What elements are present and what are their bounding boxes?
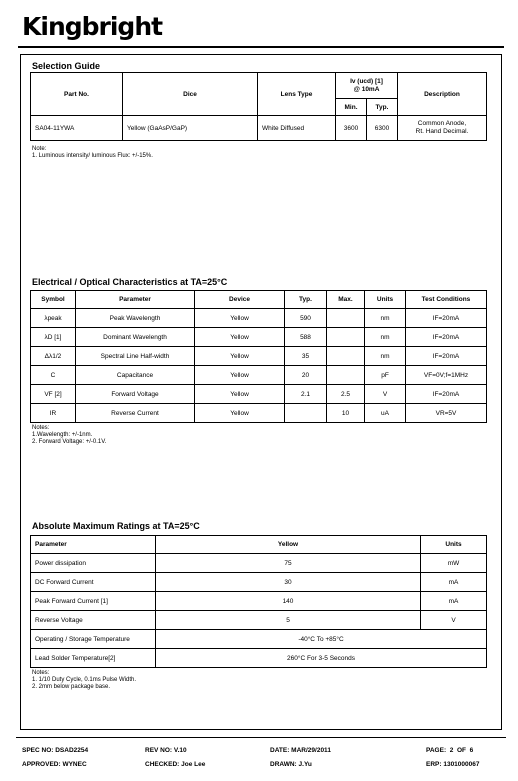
cell-typ: 2.1: [285, 385, 327, 404]
electrical-table: [30, 290, 487, 423]
cell-device: Yellow: [195, 309, 285, 328]
cell-min: 3600: [336, 116, 367, 141]
cell-units: nm: [365, 347, 406, 366]
cell-max: [327, 347, 365, 366]
header-device: Device: [195, 291, 285, 309]
cell-max: [327, 309, 365, 328]
cell-max: [327, 328, 365, 347]
cell-symbol: λpeak: [31, 309, 76, 328]
cell-typ: 588: [285, 328, 327, 347]
cell-condition: IF=20mA: [406, 347, 487, 366]
header-min: Min.: [336, 99, 367, 116]
selection-guide-title: Selection Guide: [32, 61, 101, 71]
header-test-conditions: Test Conditions: [406, 291, 487, 309]
table-row: [31, 404, 487, 423]
cell-value: -40°C To +85°C: [156, 630, 487, 649]
cell-parameter: Dominant Wavelength: [76, 328, 195, 347]
table-row: [31, 554, 487, 573]
table-row: [31, 573, 487, 592]
page-number: PAGE: 2 OF 6: [426, 747, 474, 754]
cell-symbol: VF [2]: [31, 385, 76, 404]
cell-device: Yellow: [195, 328, 285, 347]
cell-typ: 6300: [367, 116, 398, 141]
cell-units: mA: [421, 592, 487, 611]
cell-condition: VR=5V: [406, 404, 487, 423]
table-row: [31, 309, 487, 328]
table-row: [31, 366, 487, 385]
cell-symbol: C: [31, 366, 76, 385]
rev-no: REV NO: V.10: [145, 747, 187, 754]
brand-logo: Kingbright: [22, 12, 163, 41]
header-typ: Typ.: [285, 291, 327, 309]
selection-notes: [32, 146, 153, 160]
cell-parameter: Spectral Line Half-width: [76, 347, 195, 366]
cell-units: uA: [365, 404, 406, 423]
header-iv: Iv (ucd) [1] @ 10mA: [336, 73, 398, 99]
header-symbol: Symbol: [31, 291, 76, 309]
note-line: 1. Luminous intensity/ luminous Flux: +/-15%.: [32, 153, 153, 159]
header-dice: Dice: [123, 73, 258, 116]
cell-symbol: λD [1]: [31, 328, 76, 347]
absolute-notes: [32, 670, 136, 691]
note-line: 2. 2mm below package base.: [32, 684, 111, 690]
cell-condition: IF=20mA: [406, 328, 487, 347]
cell-units: pF: [365, 366, 406, 385]
electrical-title: Electrical / Optical Characteristics at TA=25°C: [32, 277, 228, 287]
header-typ: Typ.: [367, 99, 398, 116]
selection-guide-table: [30, 72, 487, 141]
header-max: Max.: [327, 291, 365, 309]
cell-parameter: Reverse Voltage: [31, 611, 156, 630]
cell-lens-type: White Diffused: [258, 116, 336, 141]
checked: CHECKED: Joe Lee: [145, 761, 206, 768]
cell-units: nm: [365, 309, 406, 328]
footer-rule: [16, 737, 506, 738]
cell-dice: Yellow (GaAsP/GaP): [123, 116, 258, 141]
cell-parameter: DC Forward Current: [31, 573, 156, 592]
erp: ERP: 1301000067: [426, 761, 480, 768]
cell-device: Yellow: [195, 366, 285, 385]
cell-part-no: SA04-11YWA: [31, 116, 123, 141]
absolute-ratings-title: Absolute Maximum Ratings at TA=25°C: [32, 521, 200, 531]
header-units: Units: [365, 291, 406, 309]
table-row: [31, 630, 487, 649]
drawn: DRAWN: J.Yu: [270, 761, 312, 768]
cell-parameter: Operating / Storage Temperature: [31, 630, 156, 649]
cell-parameter: Peak Wavelength: [76, 309, 195, 328]
date: DATE: MAR/29/2011: [270, 747, 331, 754]
cell-typ: 20: [285, 366, 327, 385]
cell-max: [327, 366, 365, 385]
cell-units: mA: [421, 573, 487, 592]
table-row: [31, 116, 487, 141]
cell-condition: IF=20mA: [406, 309, 487, 328]
header-description: Description: [398, 73, 487, 116]
cell-units: V: [365, 385, 406, 404]
cell-device: Yellow: [195, 385, 285, 404]
cell-max: 2.5: [327, 385, 365, 404]
note-line: 1.Wavelength: +/-1nm.: [32, 432, 93, 438]
header-rule: [18, 46, 504, 48]
header-parameter: Parameter: [76, 291, 195, 309]
note-line: Notes:: [32, 670, 50, 676]
cell-parameter: Forward Voltage: [76, 385, 195, 404]
header-lens-type: Lens Type: [258, 73, 336, 116]
cell-value: 75: [156, 554, 421, 573]
table-row: [31, 347, 487, 366]
cell-parameter: Reverse Current: [76, 404, 195, 423]
note-line: Notes:: [32, 425, 50, 431]
table-row: [31, 328, 487, 347]
absolute-ratings-table: [30, 535, 487, 668]
cell-parameter: Peak Forward Current [1]: [31, 592, 156, 611]
cell-typ: [285, 404, 327, 423]
table-row: [31, 649, 487, 668]
cell-units: V: [421, 611, 487, 630]
table-row: [31, 385, 487, 404]
cell-condition: IF=20mA: [406, 385, 487, 404]
table-row: [31, 611, 487, 630]
electrical-notes: [32, 425, 106, 446]
cell-description: Common Anode, Rt. Hand Decimal.: [398, 116, 487, 141]
cell-value: 5: [156, 611, 421, 630]
cell-parameter: Lead Solder Temperature[2]: [31, 649, 156, 668]
cell-symbol: Δλ1/2: [31, 347, 76, 366]
approved: APPROVED: WYNEC: [22, 761, 87, 768]
header-part-no: Part No.: [31, 73, 123, 116]
cell-parameter: Power dissipation: [31, 554, 156, 573]
cell-typ: 35: [285, 347, 327, 366]
cell-device: Yellow: [195, 347, 285, 366]
cell-condition: VF=0V;f=1MHz: [406, 366, 487, 385]
note-line: 1. 1/10 Duty Cycle, 0.1ms Pulse Width.: [32, 677, 137, 683]
header-yellow: Yellow: [156, 536, 421, 554]
cell-units: mW: [421, 554, 487, 573]
spec-no: SPEC NO: DSAD2254: [22, 747, 89, 754]
cell-symbol: IR: [31, 404, 76, 423]
table-row: [31, 592, 487, 611]
header-parameter: Parameter: [31, 536, 156, 554]
cell-value: 30: [156, 573, 421, 592]
cell-device: Yellow: [195, 404, 285, 423]
cell-typ: 590: [285, 309, 327, 328]
header-units: Units: [421, 536, 487, 554]
cell-parameter: Capacitance: [76, 366, 195, 385]
note-line: Note:: [32, 146, 47, 152]
cell-value: 140: [156, 592, 421, 611]
cell-max: 10: [327, 404, 365, 423]
note-line: 2. Forward Voltage: +/-0.1V.: [32, 439, 107, 445]
cell-value: 260°C For 3-5 Seconds: [156, 649, 487, 668]
cell-units: nm: [365, 328, 406, 347]
